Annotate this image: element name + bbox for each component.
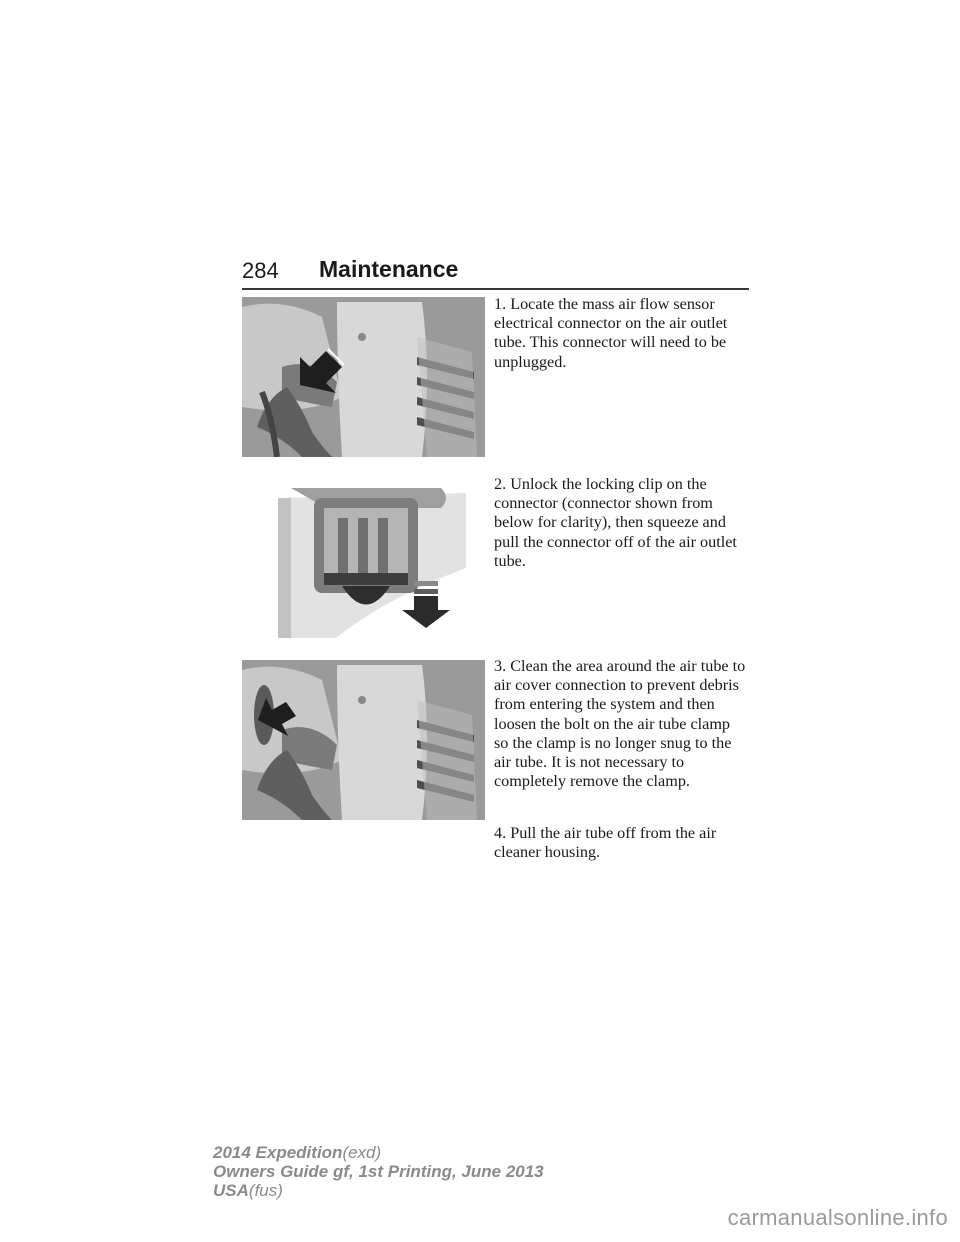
watermark: carmanualsonline.info bbox=[727, 1205, 948, 1230]
footer-guide: Owners Guide gf, 1st Printing, June 2013 bbox=[213, 1162, 544, 1181]
header-rule bbox=[242, 288, 749, 290]
figure-air-tube-clamp bbox=[242, 660, 485, 820]
step-1-text: 1. Locate the mass air flow sensor electrical connector on the air outlet tube. This connector will need to be unplugged. bbox=[494, 295, 728, 371]
page-number: 284 bbox=[242, 258, 279, 283]
footer-model-code: (exd) bbox=[342, 1143, 382, 1162]
figure-connector-locking-clip bbox=[266, 478, 466, 638]
figure-mass-air-flow-connector bbox=[242, 297, 485, 457]
page-title: Maintenance bbox=[319, 256, 459, 282]
footer-market-code: (fus) bbox=[248, 1181, 283, 1200]
step-4-text: 4. Pull the air tube off from the air cleaner housing. bbox=[494, 824, 717, 862]
footer-model: 2014 Expedition bbox=[213, 1143, 343, 1162]
step-3-text: 3. Clean the area around the air tube to air cover connection to prevent debris from entering the system and then loosen the bolt on the air tube clamp so the clamp is no longer snug to the air tube. It is not necessary to completely remove the clamp. bbox=[494, 657, 746, 791]
footer bbox=[213, 1143, 544, 1200]
step-2-text: 2. Unlock the locking clip on the connector (connector shown from below for clarity), then squeeze and pull the connector off of the air outlet tube. bbox=[494, 475, 737, 570]
footer-market: USA bbox=[213, 1181, 249, 1200]
